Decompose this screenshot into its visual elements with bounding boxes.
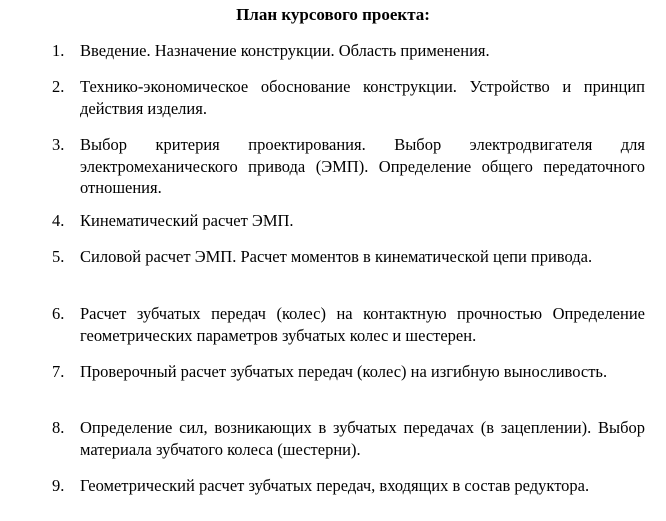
plan-item-7 xyxy=(52,361,645,383)
item-number: 8. xyxy=(52,418,65,437)
plan-item-6 xyxy=(52,303,645,346)
item-text: Введение. Назначение конструкции. Область применения. xyxy=(80,41,490,60)
plan-item-9 xyxy=(52,475,645,497)
item-text: Технико-экономическое обоснование конструкции. Устройство и принцип действия изделия. xyxy=(80,77,645,118)
item-text: Геометрический расчет зубчатых передач, входящих в состав редуктора. xyxy=(80,476,590,495)
plan-item-8 xyxy=(52,417,645,460)
plan-item-5 xyxy=(52,246,645,268)
item-number: 7. xyxy=(52,362,65,381)
plan-item-3 xyxy=(52,134,645,199)
plan-item-4 xyxy=(52,210,645,232)
document-title: План курсового проекта: xyxy=(236,5,430,24)
item-text: Проверочный расчет зубчатых передач (колес) на изгибную выносливость. xyxy=(80,362,608,381)
item-text: Расчет зубчатых передач (колес) на контактную прочностью Определение геометрических параметров зубчатых колес и шестерен. xyxy=(80,304,645,345)
item-text: Кинематический расчет ЭМП. xyxy=(80,211,294,230)
item-text: Выбор критерия проектирования. Выбор электродвигателя для электромеханического привода (ЭМП). Определение общего передаточного отношения. xyxy=(80,135,645,197)
item-number: 4. xyxy=(52,211,65,230)
item-number: 2. xyxy=(52,77,65,96)
plan-item-1 xyxy=(52,40,645,62)
item-text: Силовой расчет ЭМП. Расчет моментов в кинематической цепи привода. xyxy=(80,247,593,266)
plan-item-2 xyxy=(52,76,645,119)
item-number: 6. xyxy=(52,304,65,323)
item-number: 5. xyxy=(52,247,65,266)
item-number: 1. xyxy=(52,41,65,60)
item-number: 9. xyxy=(52,476,65,495)
item-number: 3. xyxy=(52,135,65,154)
item-text: Определение сил, возникающих в зубчатых передачах (в зацеплении). Выбор материала зубчатого колеса (шестерни). xyxy=(80,418,645,459)
